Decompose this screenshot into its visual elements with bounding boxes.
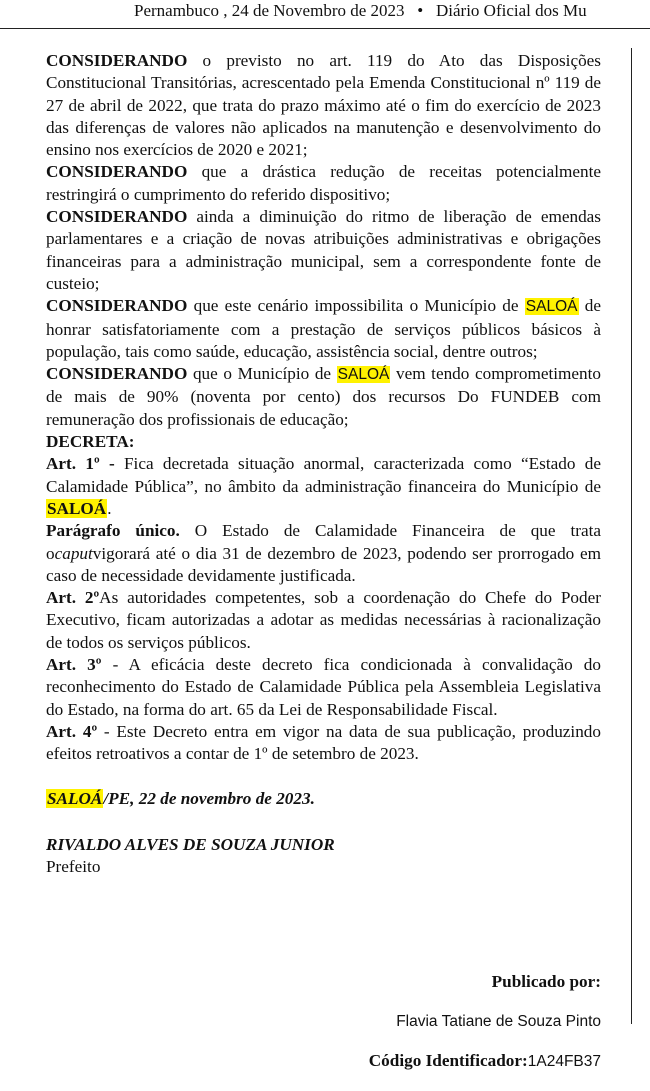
considerando-3 [46,206,601,295]
article-1 [46,453,601,520]
considerando-keyword: CONSIDERANDO [46,162,188,182]
caput-term: caput [54,543,93,563]
article-label: Art. 2º [46,588,100,608]
article-text: Fica decretada situação anormal, caracterizada como “Estado de Calamidade Pública”, no âmbito da administração financeira do Município de [46,454,601,496]
identifier-label: Código Identificador: [368,1051,528,1071]
paragraph-label: Parágrafo único. [46,521,180,541]
place-date-line [46,788,601,810]
header-separator: • [417,1,424,20]
considerando-keyword: CONSIDERANDO [46,207,188,227]
article-text: - Este Decreto entra em vigor na data de sua publicação, produzindo efeitos retroativos a contar de 1º de setembro de 2023. [46,721,601,764]
article-text: . [107,498,112,518]
place-date-text: /PE, 22 de novembro de 2023. [103,788,315,808]
publisher-name: Flavia Tatiane de Souza Pinto [396,1012,601,1030]
article-4 [46,721,601,766]
signer-name: RIVALDO ALVES DE SOUZA JUNIOR [46,834,335,854]
article-3 [46,654,601,721]
identifier-line [46,1050,601,1073]
publication-block [46,954,601,1091]
considerando-text: que o Município de [187,364,337,384]
considerando-text: de honrar satisfatoriamente com a prestação de serviços públicos básicos à população, tais como saúde, educação, assistência social, dentre outros; [46,296,601,361]
considerando-1 [46,50,601,161]
considerando-text: o previsto no art. 119 do Ato das Disposições Constitucional Transitórias, acrescentado pela Emenda Constitucional nº 119 de 27 de abril de 2022, que trata do prazo máximo até o fim do exercício de 2023 das diferenças de valores não aplicados na manutenção e desenvolvimento do ensino nos exercícios de 2020 e 2021; [46,51,601,160]
article-label: Art. 3º [46,655,102,675]
header-journal: Diário Oficial dos Mu [435,1,587,20]
considerando-text: vem tendo comprometimento de mais de 90% (noventa por cento) dos recursos Do FUNDEB com remuneração dos profissionais de educação; [46,364,601,429]
considerando-keyword: CONSIDERANDO [46,296,188,316]
article-text: - A eficácia deste decreto fica condicionada à convalidação do reconhecimento do Estado de Calamidade Pública pela Assembleia Legislativa do Estado, na forma do art. 65 da Lei de Responsabilidade Fiscal. [46,655,601,719]
city-highlight: SALOÁ [525,298,578,316]
signer-role: Prefeito [46,857,101,877]
considerando-text: que a drástica redução de receitas potencialmente restringirá o cumprimento do referido dispositivo; [46,162,601,204]
paragrafo-unico [46,520,601,587]
considerando-keyword: CONSIDERANDO [46,364,188,384]
published-by-label: Publicado por: [491,972,601,992]
considerando-text: que este cenário impossibilita o Município de [187,296,525,316]
paragraph-text: O Estado de Calamidade Financeira de que trata o [46,521,601,563]
city-highlight: SALOÁ [47,498,107,518]
identifier-code: 1A24FB37 [527,1053,601,1071]
header-place-date: Pernambuco , 24 de Novembro de 2023 [134,1,405,20]
article-label: Art. 1º - [46,454,115,474]
page-header [0,0,650,24]
column-rule [631,48,632,1024]
paragraph-text: vigorará até o dia 31 de dezembro de 2023, podendo ser prorrogado em caso de necessidade devidamente justificada. [46,543,601,585]
decree-body [46,50,601,878]
considerando-text: ainda a diminuição do ritmo de liberação de emendas parlamentares e a criação de novas atribuições administrativas e obrigações financeiras para a administração municipal, sem a correspondente fonte de custeio; [46,207,601,293]
spacer [46,810,601,834]
header-rule [0,28,650,29]
spacer [46,766,601,788]
article-text: As autoridades competentes, sob a coordenação do Chefe do Poder Executivo, ficam autorizadas a adotar as medidas necessárias à racionalização de todos os serviços públicos. [46,588,601,652]
city-highlight: SALOÁ [47,788,103,808]
article-2 [46,587,601,654]
considerando-5 [46,363,601,431]
considerando-keyword: CONSIDERANDO [46,51,188,70]
article-label: Art. 4º [46,721,98,741]
decreta-heading: DECRETA: [46,432,135,452]
city-highlight: SALOÁ [337,366,390,384]
considerando-2 [46,161,601,206]
considerando-4 [46,295,601,363]
